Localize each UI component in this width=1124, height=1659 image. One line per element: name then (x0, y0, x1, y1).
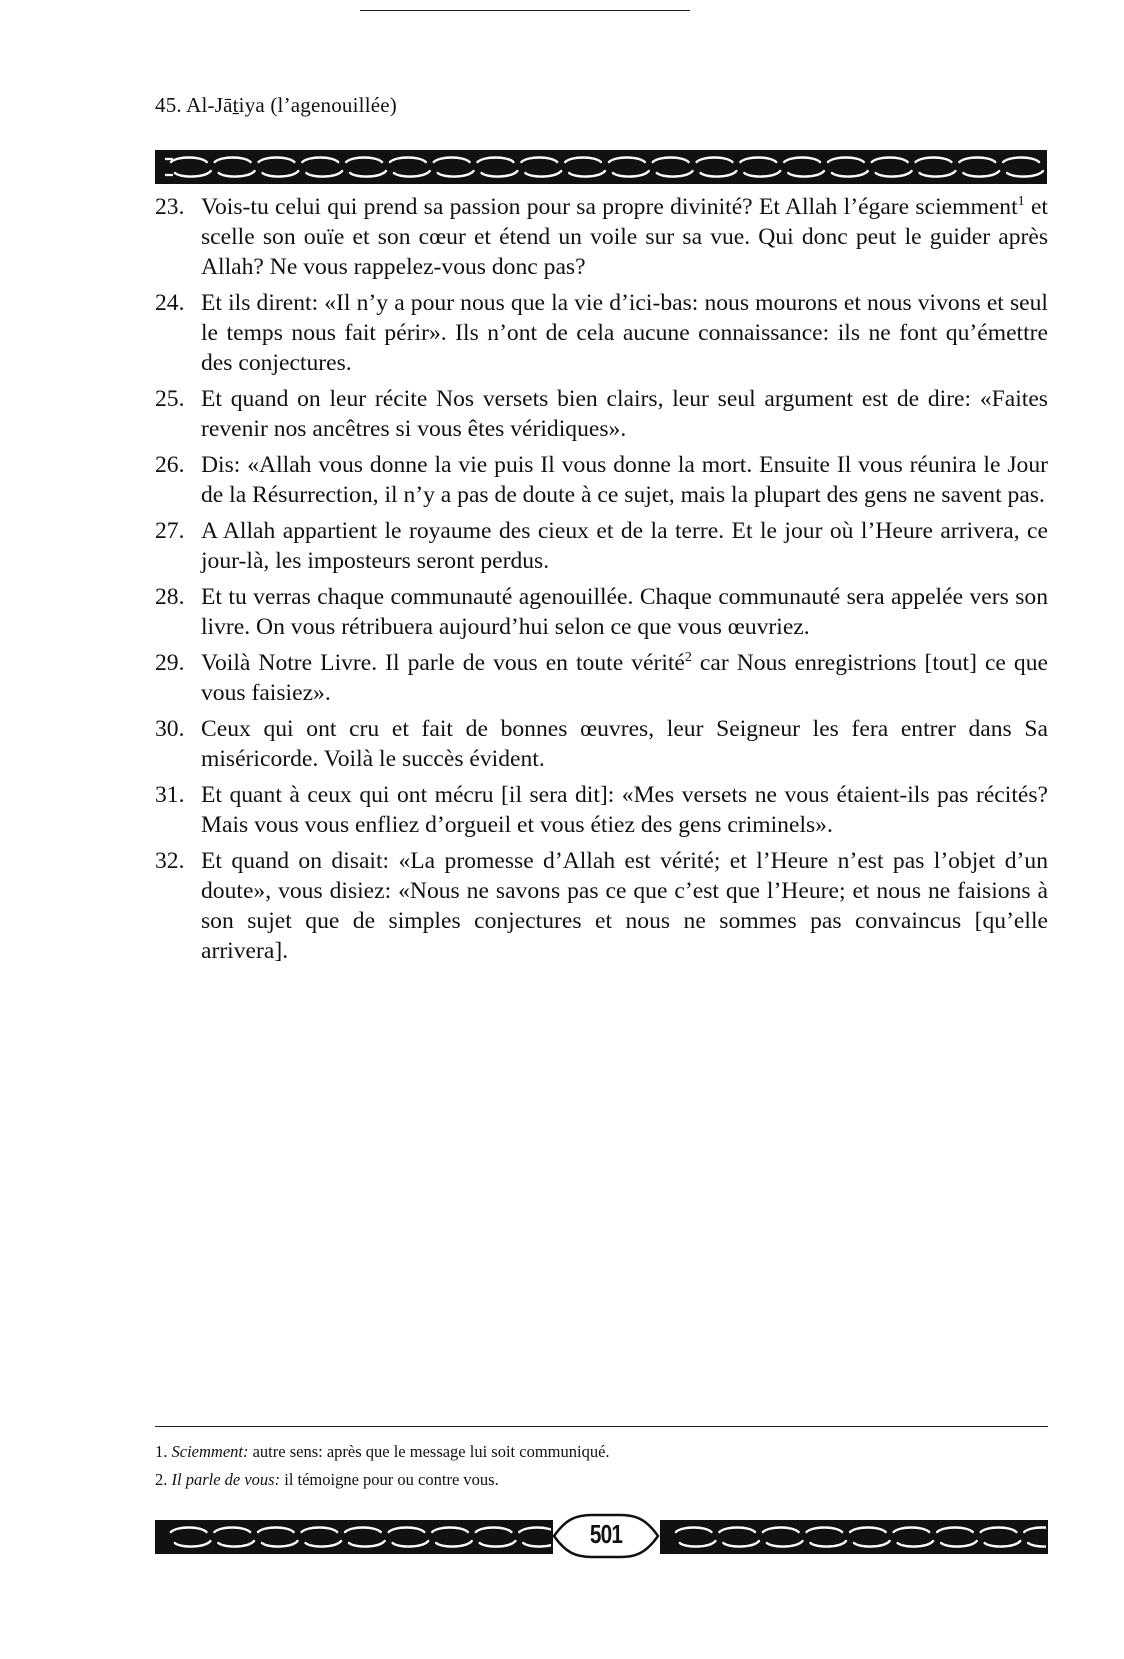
verse-item (155, 780, 1048, 840)
verse-number: 28. (155, 584, 185, 610)
ornamental-band-top (155, 150, 1047, 184)
top-rule (360, 10, 690, 11)
verse-number: 32. (155, 848, 185, 874)
verse-number: 23. (155, 194, 185, 220)
chain-ornament-icon (662, 1522, 1046, 1552)
verse-text: Et ils dirent: «Il n’y a pour nous que la vie d’ici-bas: nous mourons et nous vivons et seul le temps nous fait périr». Ils n’ont de cela aucune connaissance: ils ne font qu’émettre des conjectures. (201, 290, 1048, 376)
verse-number: 30. (155, 716, 185, 742)
verse-text: Et quand on disait: «La promesse d’Allah est vérité; et l’Heure n’est pas l’objet d’un doute», vous disiez: «Nous ne savons pas ce que c’est que l’Heure; et nous ne faisions à son sujet que de simples conjectures et nous ne sommes pas convaincus [qu’elle arrivera]. (201, 848, 1048, 964)
verse-text-part: car Nous enregistrions [tout] ce que vous faisiez». (201, 650, 1048, 706)
verse-item (155, 288, 1048, 378)
verse-number: 24. (155, 290, 185, 316)
verse-text: Et quant à ceux qui ont mécru [il sera dit]: «Mes versets ne vous étaient-ils pas récités? Mais vous vous enfliez d’orgueil et vous étiez des gens criminels». (201, 782, 1048, 838)
verse-item (155, 846, 1048, 966)
verse-list (155, 192, 1048, 972)
verse-item (155, 648, 1048, 708)
footnote-number: 2. (155, 1470, 168, 1489)
page-number-cartouche (552, 1509, 660, 1563)
verse-number: 26. (155, 452, 185, 478)
verse-text-part: Voilà Notre Livre. Il parle de vous en toute vérité (201, 650, 685, 676)
verse-item (155, 450, 1048, 510)
footnote-ref[interactable]: 2 (684, 650, 692, 666)
ornamental-band-bottom-left (155, 1520, 553, 1554)
chain-ornament-icon (157, 1522, 551, 1552)
verse-item (155, 714, 1048, 774)
verse-text: Ceux qui ont cru et fait de bonnes œuvres, leur Seigneur les fera entrer dans Sa miséricorde. Voilà le succès évident. (201, 716, 1048, 772)
verse-text (201, 192, 1048, 282)
verse-text: Dis: «Allah vous donne la vie puis Il vous donne la mort. Ensuite Il vous réunira le Jour de la Résurrection, il n’y a pas de doute à ce sujet, mais la plupart des gens ne savent pas. (201, 452, 1048, 508)
verse-item (155, 582, 1048, 642)
verse-number: 31. (155, 782, 185, 808)
verse-text-part: Vois-tu celui qui prend sa passion pour sa propre divinité? Et Allah l’égare sciemment (201, 194, 1018, 220)
verse-text: A Allah appartient le royaume des cieux et de la terre. Et le jour où l’Heure arrivera, ce jour-là, les imposteurs seront perdus. (201, 518, 1048, 574)
chain-ornament-icon (157, 152, 1045, 182)
verse-number: 27. (155, 518, 185, 544)
footnote-ref[interactable]: 1 (1017, 194, 1025, 210)
verse-item (155, 384, 1048, 444)
footnote-item (155, 1438, 1048, 1466)
footnote-rule (155, 1426, 1048, 1427)
footnote-text: autre sens: après que le message lui soit communiqué. (248, 1442, 610, 1461)
verse-number: 29. (155, 650, 185, 676)
running-head: 45. Al-Jāṯiya (l’agenouillée) (155, 93, 397, 117)
ornamental-band-bottom-right (660, 1520, 1048, 1554)
footnote-text: il témoigne pour ou contre vous. (280, 1470, 499, 1489)
footnote-term: Sciemment: (171, 1442, 249, 1461)
verse-text: Et tu verras chaque communauté agenouillée. Chaque communauté sera appelée vers son livre. On vous rétribuera aujourd’hui selon ce que vous œuvriez. (201, 584, 1048, 640)
verse-text-part: et scelle son ouïe et son cœur et étend un voile sur sa vue. Qui donc peut le guider après Allah? Ne vous rappelez-vous donc pas? (201, 194, 1048, 280)
verse-text: Et quand on leur récite Nos versets bien clairs, leur seul argument est de dire: «Faites revenir nos ancêtres si vous êtes véridiques». (201, 386, 1048, 442)
verse-text (201, 648, 1048, 708)
footnote-number: 1. (155, 1442, 168, 1461)
footnote-list (155, 1438, 1048, 1494)
verse-number: 25. (155, 386, 185, 412)
page-number: 501 (589, 1519, 623, 1549)
verse-item (155, 516, 1048, 576)
footnote-item (155, 1466, 1048, 1494)
footnote-term: Il parle de vous: (171, 1470, 281, 1489)
verse-item (155, 192, 1048, 282)
